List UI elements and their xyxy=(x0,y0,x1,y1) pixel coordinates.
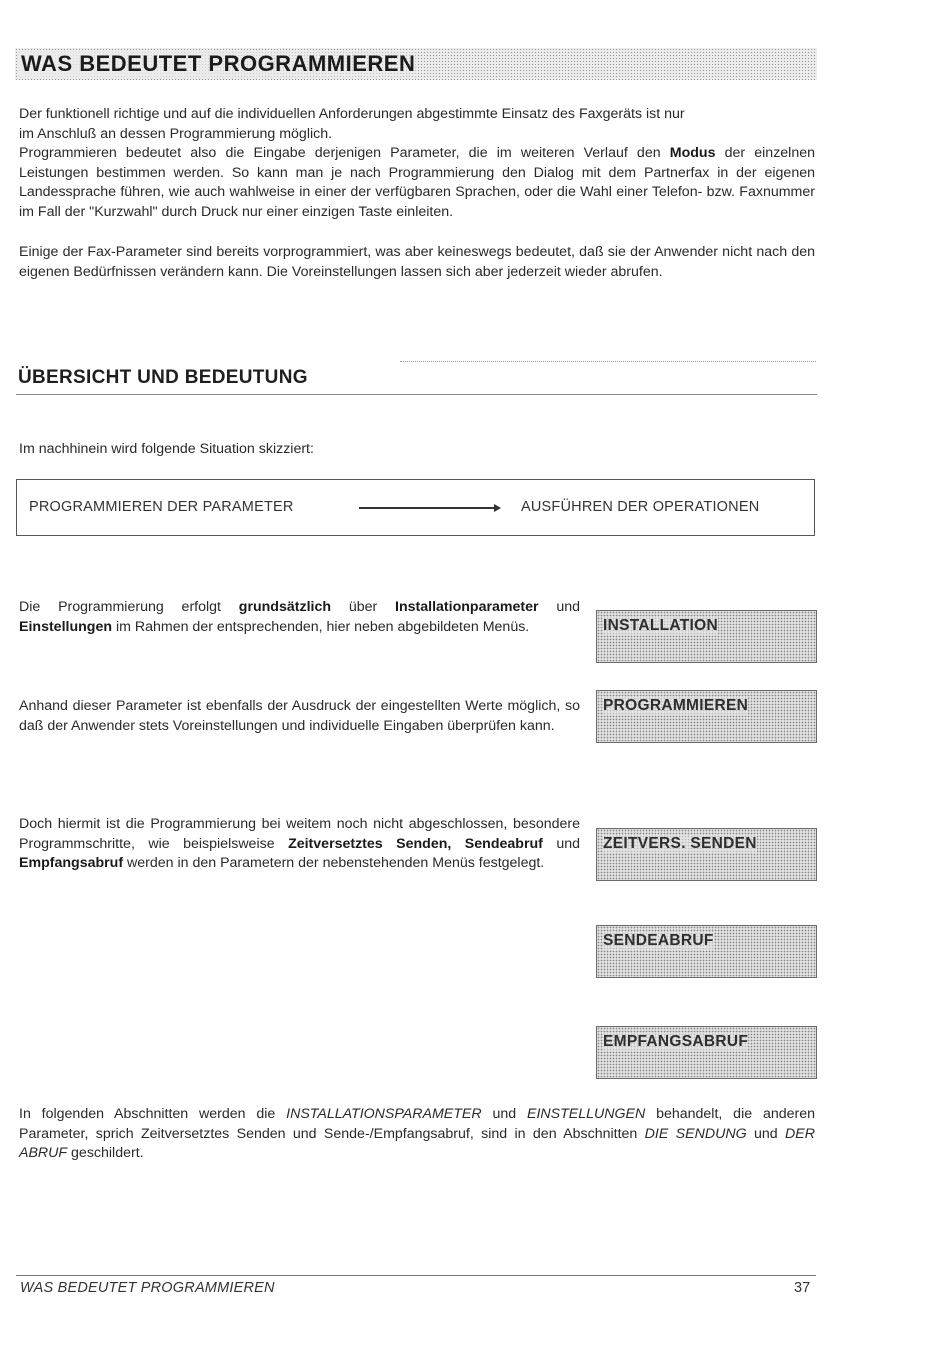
intro-paragraph-3: Einige der Fax-Parameter sind bereits vorprogrammiert, was aber keineswegs bedeutet, daß sie der Anwender nicht nach den eigenen Bedürfnissen verändern kann. Die Voreinstellungen lassen sich aber jederzeit wieder abrufen. xyxy=(19,244,815,280)
closing-text-a: In folgenden Abschnitten werden die xyxy=(19,1106,287,1122)
block-3-text-c: werden in den Parametern der nebenstehenden Menüs festgelegt. xyxy=(123,855,545,871)
flow-right-label: AUSFÜHREN DER OPERATIONEN xyxy=(521,499,760,515)
intro-text xyxy=(19,105,815,282)
closing-ref-der-abruf: DER ABRUF xyxy=(19,1125,815,1161)
intro-paragraph-2-text-cont: der einzelnen Leistungen bestimmen werden. So kann man je nach Programmierung den Dialog mit dem Partnerfax in der eigenen Landessprache führen, wie auch wahlweise in einer der verfügbaren Sprachen, oder die Wahl einer Telefon- bzw. Faxnummer im Fall der "Kurzwahl" durch Druck nur einer einzigen Taste einleiten. xyxy=(19,145,815,220)
block-3-bold-b: Empfangsabruf xyxy=(19,855,124,871)
page-header-bar xyxy=(15,48,817,80)
intro-paragraph-2 xyxy=(19,144,815,222)
menu-installation xyxy=(596,610,817,663)
block-1-text-b: über xyxy=(331,599,396,615)
section-lead: Im nachhinein wird folgende Situation skizziert: xyxy=(19,441,314,457)
block-1-bold-b: Installationparameter xyxy=(395,599,539,615)
closing-text-b: und xyxy=(481,1106,527,1122)
intro-paragraph-2-text: Programmieren bedeutet also die Eingabe derjenigen Parameter, die im weiteren Verlauf den xyxy=(19,145,670,161)
block-installation-text xyxy=(19,598,580,637)
menu-sendeabruf xyxy=(596,925,817,978)
block-special-text xyxy=(19,815,580,874)
closing-text-e: geschildert. xyxy=(67,1145,144,1161)
closing-ref-installationsparameter: INSTALLATIONSPARAMETER xyxy=(286,1106,482,1122)
intro-paragraph-1a: Der funktionell richtige und auf die individuellen Anforderungen abgestimmte Einsatz des Faxgeräts ist nur xyxy=(19,106,685,122)
block-3-bold-a: Zeitversetztes Senden, Sendeabruf xyxy=(288,835,543,852)
block-1-text-a: Die Programmierung erfolgt xyxy=(19,599,239,615)
divider-top xyxy=(400,361,816,362)
section-underline xyxy=(16,394,817,395)
page-number: 37 xyxy=(794,1280,811,1296)
block-3-text-a: Doch hiermit ist die Programmierung bei weitem noch nicht abgeschlossen, besondere Programmschritte, wie beispielsweise xyxy=(19,816,580,852)
block-3-text-b: und xyxy=(542,835,580,852)
block-1-bold-a: grundsätzlich xyxy=(238,599,332,615)
intro-paragraph-1b: im Anschluß an dessen Programmierung möglich. xyxy=(19,125,333,142)
closing-text-c: behandelt, die anderen Parameter, sprich Zeitversetztes Senden und Sende-/Empfangsabruf, sind in den Abschnitten xyxy=(19,1106,816,1142)
menu-zeitvers-senden xyxy=(596,828,817,881)
flow-box xyxy=(16,479,815,536)
section-title: ÜBERSICHT UND BEDEUTUNG xyxy=(18,367,308,388)
menu-sendeabruf-label: SENDEABRUF xyxy=(603,932,714,949)
menu-empfangsabruf xyxy=(596,1026,817,1079)
modus-term: Modus xyxy=(669,145,716,161)
block-programmieren-text: Anhand dieser Parameter ist ebenfalls der Ausdruck der eingestellten Werte möglich, so daß der Anwender stets Voreinstellungen und individuelle Eingaben überprüfen kann. xyxy=(19,698,580,734)
block-1-bold-c: Einstellungen xyxy=(19,618,113,635)
menu-installation-label: INSTALLATION xyxy=(603,617,718,634)
closing-ref-einstellungen: EINSTELLUNGEN xyxy=(526,1106,646,1122)
block-1-text-c: und xyxy=(538,599,580,615)
footer-title: WAS BEDEUTET PROGRAMMIEREN xyxy=(20,1280,275,1296)
closing-ref-die-sendung: DIE SENDUNG xyxy=(644,1125,747,1142)
closing-paragraph xyxy=(19,1105,815,1164)
menu-programmieren-label: PROGRAMMIEREN xyxy=(603,697,749,714)
block-1-text-d: im Rahmen der entsprechenden, hier neben abgebildeten Menüs. xyxy=(112,618,530,635)
menu-zeitvers-senden-label: ZEITVERS. SENDEN xyxy=(603,835,757,852)
menu-empfangsabruf-label: EMPFANGSABRUF xyxy=(603,1033,749,1050)
footer-rule xyxy=(16,1275,816,1276)
flow-left-label: PROGRAMMIEREN DER PARAMETER xyxy=(29,499,294,515)
page-title: WAS BEDEUTET PROGRAMMIEREN xyxy=(21,51,416,76)
menu-programmieren xyxy=(596,690,817,743)
closing-text-d: und xyxy=(746,1125,786,1142)
arrow-right-icon xyxy=(359,507,497,509)
